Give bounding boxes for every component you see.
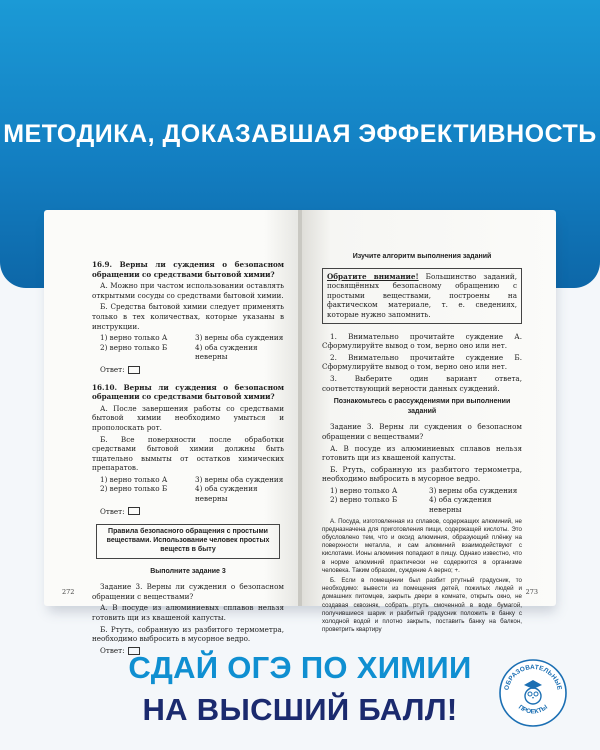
step-1: 1. Внимательно прочитайте суждение А. Сформулируйте вывод о том, верно оно или нет. [322,331,522,351]
answer-box [128,366,140,374]
task-heading: Выполните задание 3 [150,567,226,575]
publisher-logo [498,658,568,728]
task3-statement-b-right: Б. Ртуть, собранную из разбитого термометра, необходимо выбросить в мусорное ведро. [322,464,522,484]
q2-statement-b: Б. Все поверхности после обработки средствами бытовой химии должны быть тщательно вымыты от остатков химических препаратов. [92,434,284,473]
q1-statement-a: А. Можно при частом использовании оставлять открытыми сосуды со средствами бытовой химии. [92,281,284,300]
reasoning-heading: Познакомьтесь с рассуждениями при выполнении заданий [333,398,511,415]
page-number-left: 272 [62,588,75,596]
algorithm-heading: Изучите алгоритм выполнения заданий [352,253,492,260]
task3-answer: Ответ: [92,646,284,656]
task3-statement-b: Б. Ртуть, собранную из разбитого термометра, необходимо выбросить в мусорное ведро. [92,624,284,644]
q1-answer: Ответ: [92,365,284,375]
task3-statement-a-right: А. В посуде из алюминиевых сплавов нельзя готовить щи из квашеной капусты. [322,443,522,463]
headline: МЕТОДИКА, ДОКАЗАВШАЯ ЭФФЕКТИВНОСТЬ [3,120,597,148]
q1-statement-b: Б. Средства бытовой химии следует применять только в тех количествах, которые указаны в инструкции. [92,302,284,331]
step-3: 3. Выберите один вариант ответа, соответствующий верности данных суждений. [322,373,522,393]
rule-box: Правила безопасного обращения с простыми веществами. Использование человек простых веществ в быту [96,524,280,558]
logo-text-top: ОБРАЗОВАТЕЛЬНЫЕ [503,663,563,691]
right-page [300,210,556,634]
page-number-right: 273 [525,588,538,596]
q1-options: 1) верно только А 3) верны оба суждения 2) верно только Б 4) оба суждения неверны [100,333,284,362]
cta-line-2: НА ВЫСШИЙ БАЛЛ! [142,692,458,727]
step-2: 2. Внимательно прочитайте суждение Б. Сформулируйте вывод о том, верно оно или нет. [322,352,522,372]
left-page [44,210,300,655]
q2-title: 16.10. Верны ли суждения о безопасном обращении со средствами бытовой химии? [92,382,284,402]
book-gutter [298,210,302,606]
task3-title-right: Задание 3. Верны ли суждения о безопасном обращении с веществами? [322,422,522,441]
answer-box [128,507,140,515]
reasoning-a: А. Посуда, изготовленная из сплавов, содержащих алюминий, не предназначена для приготовления пищи, содержащей кислоты. Это обусловлено тем, что и оксид алюминия, образующий плёнку на поверхности металла, и сам алюминий взаимодействуют с кислотами. Ионы алюминия попадают в пищу. Однако известно, что в норме алюминий практически не содержится в организме человека. Таким образом, суждение А верно; +. [322,517,522,574]
q1-title: 16.9. Верны ли суждения о безопасном обращении со средствами бытовой химии? [92,260,284,279]
cta-line-1: СДАЙ ОГЭ ПО ХИМИИ [128,650,472,685]
task3-statement-a: А. В посуде из алюминиевых сплавов нельзя готовить щи из квашеной капусты. [92,603,284,623]
notice-box: Обратите внимание! Большинство заданий, посвящённых безопасному обращению с простыми веществами, построены на фактическом материале, т. е. сведениях, которые нужно запомнить. [322,268,522,324]
q2-options: 1) верно только А 3) верны оба суждения 2) верно только Б 4) оба суждения неверны [100,474,284,504]
task3-title: Задание 3. Верны ли суждения о безопасном обращении с веществами? [92,582,284,601]
open-book [44,210,556,655]
task3-options-right: 1) верно только А 3) верны оба суждения 2) верно только Б 4) оба суждения неверны [330,485,518,515]
logo-text-bottom: ПРОЕКТЫ [516,703,550,716]
q2-answer: Ответ: [92,507,284,517]
q2-statement-a: А. После завершения работы со средствами бытовой химии необходимо умыться и прополоскать рот. [92,403,284,432]
reasoning-b: Б. Если в помещении был разбит ртутный градусник, то необходимо: вывести из помещения детей, пожилых людей и домашних питомцев, закрыть двери в комнате, открыть окно, не создавая сквозняк, собрать ртуть смоченной в воде бумагой, получившиеся шарик и разбитый градусник положить в банку с холодной водой и плотно закрыть, поставить банку на балкон, проветрить квартиру [322,577,522,634]
